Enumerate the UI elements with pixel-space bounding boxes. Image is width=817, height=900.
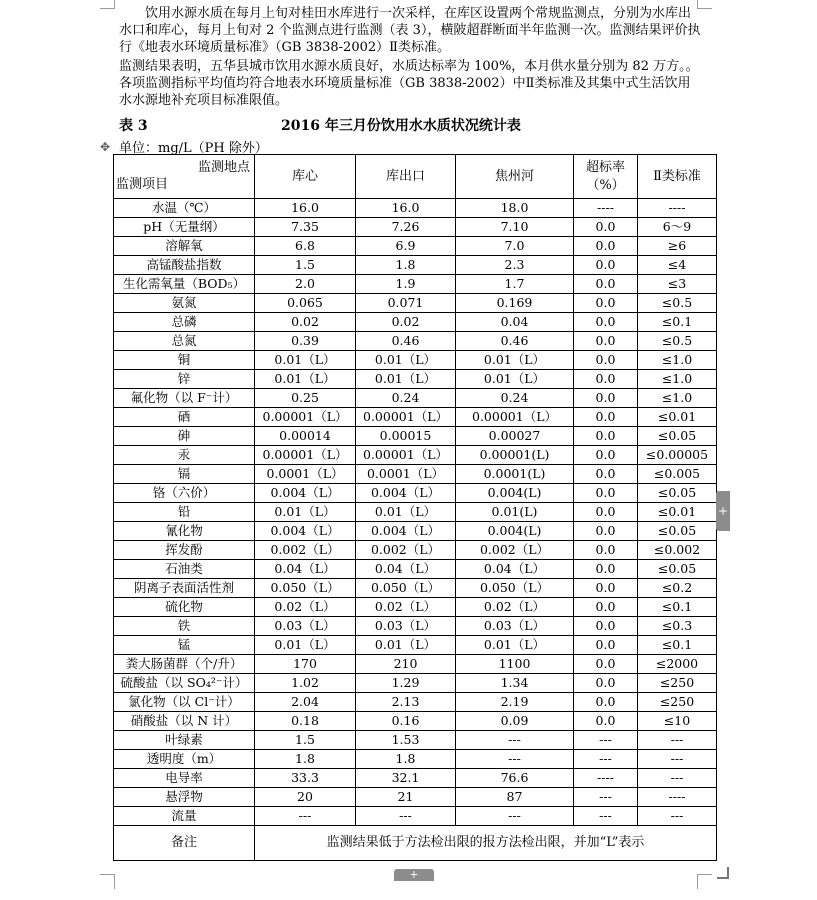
row-value-cell: ≤0.3 — [638, 617, 717, 636]
resize-handle-icon[interactable] — [717, 867, 729, 879]
table-row — [114, 579, 717, 598]
row-value-cell: 0.01（L） — [456, 351, 574, 370]
row-value-cell: 0.050（L） — [356, 579, 456, 598]
row-value-cell: 0.169 — [456, 294, 574, 313]
row-value-cell: 7.26 — [356, 218, 456, 237]
row-value-cell: 0.004（L） — [356, 522, 456, 541]
row-value-cell: 0.0 — [574, 503, 638, 522]
table-row — [114, 503, 717, 522]
unit-label: 单位：mg/L（PH 除外） — [119, 141, 268, 156]
row-item-name: 生化需氧量（BOD₅） — [114, 275, 255, 294]
row-value-cell: 0.0 — [574, 674, 638, 693]
row-value-cell: 6.8 — [255, 237, 356, 256]
row-value-cell: 0.04（L） — [456, 560, 574, 579]
row-value-cell: 1.9 — [356, 275, 456, 294]
row-value-cell: 0.002（L） — [356, 541, 456, 560]
row-item-name: 透明度（m） — [114, 750, 255, 769]
row-value-cell: 0.46 — [456, 332, 574, 351]
row-value-cell: --- — [456, 807, 574, 826]
table-number: 表 3 — [119, 118, 148, 134]
table-row — [114, 389, 717, 408]
table-row — [114, 560, 717, 579]
row-item-name: 氯化物（以 Cl⁻计） — [114, 693, 255, 712]
header-exceed-rate-text: 超标率（%） — [585, 159, 625, 193]
row-value-cell: --- — [638, 807, 717, 826]
row-value-cell: 0.0 — [574, 275, 638, 294]
row-value-cell: 2.19 — [456, 693, 574, 712]
row-value-cell: --- — [456, 731, 574, 750]
row-value-cell: 170 — [255, 655, 356, 674]
crop-mark-bottom-left — [100, 874, 115, 889]
table-row — [114, 712, 717, 731]
header-col-kuxin: 库心 — [255, 155, 356, 199]
header-col-jiaozhouhe: 焦州河 — [456, 155, 574, 199]
table-caption — [119, 115, 701, 135]
row-value-cell: 0.03（L） — [356, 617, 456, 636]
row-value-cell: 0.0 — [574, 408, 638, 427]
row-value-cell: 16.0 — [356, 199, 456, 218]
row-value-cell: 0.004（L） — [255, 522, 356, 541]
row-value-cell: 0.01（L） — [356, 351, 456, 370]
row-value-cell: 0.02 — [255, 313, 356, 332]
move-handle-icon[interactable]: ✥ — [99, 140, 111, 154]
row-item-name: 铬（六价） — [114, 484, 255, 503]
table-row — [114, 655, 717, 674]
row-value-cell: ≤0.05 — [638, 484, 717, 503]
table-body — [114, 199, 717, 826]
row-value-cell: 0.00001（L） — [456, 408, 574, 427]
row-value-cell: 0.46 — [356, 332, 456, 351]
row-value-cell: 0.0 — [574, 370, 638, 389]
header-location-label: 监测地点 — [197, 160, 250, 175]
row-value-cell: 1.53 — [356, 731, 456, 750]
row-value-cell: ≤0.01 — [638, 408, 717, 427]
row-item-name: 砷 — [114, 427, 255, 446]
row-value-cell: --- — [574, 731, 638, 750]
table-row — [114, 788, 717, 807]
row-value-cell: 0.004(L) — [456, 484, 574, 503]
row-value-cell: 0.00001(L) — [456, 446, 574, 465]
row-value-cell: ≤3 — [638, 275, 717, 294]
table-row — [114, 674, 717, 693]
row-value-cell: 0.0 — [574, 522, 638, 541]
row-value-cell: 0.0 — [574, 389, 638, 408]
row-item-name: 镉 — [114, 465, 255, 484]
row-value-cell: 0.02（L） — [255, 598, 356, 617]
table-title: 2016 年三月份饮用水水质状况统计表 — [281, 118, 521, 134]
row-value-cell: 87 — [456, 788, 574, 807]
table-row — [114, 313, 717, 332]
row-value-cell: 76.6 — [456, 769, 574, 788]
table-row — [114, 332, 717, 351]
row-value-cell: ≤0.002 — [638, 541, 717, 560]
note-row — [114, 826, 717, 861]
header-col-kuchukou: 库出口 — [356, 155, 456, 199]
row-value-cell: 0.0001(L) — [456, 465, 574, 484]
row-item-name: 总磷 — [114, 313, 255, 332]
table-row — [114, 465, 717, 484]
row-value-cell: --- — [574, 788, 638, 807]
row-value-cell: 0.0 — [574, 256, 638, 275]
row-value-cell: --- — [456, 750, 574, 769]
row-value-cell: 0.04 — [456, 313, 574, 332]
row-value-cell: ---- — [638, 788, 717, 807]
row-value-cell: 0.002（L） — [456, 541, 574, 560]
plus-icon[interactable]: + — [716, 491, 730, 531]
table-row — [114, 199, 717, 218]
row-item-name: 氰化物 — [114, 522, 255, 541]
row-item-name: 锌 — [114, 370, 255, 389]
row-value-cell: 7.10 — [456, 218, 574, 237]
row-value-cell: 1.34 — [456, 674, 574, 693]
row-value-cell: 7.0 — [456, 237, 574, 256]
header-corner-cell — [114, 155, 255, 199]
row-value-cell: 2.04 — [255, 693, 356, 712]
table-row — [114, 427, 717, 446]
row-value-cell: 0.02（L） — [456, 598, 574, 617]
table-row — [114, 750, 717, 769]
row-item-name: 水温（℃） — [114, 199, 255, 218]
row-value-cell: 0.0 — [574, 218, 638, 237]
row-value-cell: 0.01（L） — [255, 503, 356, 522]
row-item-name: 溶解氧 — [114, 237, 255, 256]
row-value-cell: 0.00015 — [356, 427, 456, 446]
row-item-name: 阴离子表面活性剂 — [114, 579, 255, 598]
row-value-cell: 0.0 — [574, 294, 638, 313]
row-item-name: 粪大肠菌群（个/升） — [114, 655, 255, 674]
water-quality-table — [113, 154, 717, 861]
row-value-cell: --- — [574, 807, 638, 826]
row-value-cell: 0.00001（L） — [255, 408, 356, 427]
header-item-label: 监测项目 — [116, 177, 169, 192]
row-item-name: pH（无量纲） — [114, 218, 255, 237]
row-item-name: 硒 — [114, 408, 255, 427]
table-row — [114, 731, 717, 750]
row-value-cell: 0.0 — [574, 313, 638, 332]
row-value-cell: ≤0.5 — [638, 294, 717, 313]
row-value-cell: 0.0 — [574, 598, 638, 617]
row-value-cell: 0.0 — [574, 693, 638, 712]
row-value-cell: ≤0.05 — [638, 560, 717, 579]
table-row — [114, 769, 717, 788]
row-item-name: 铅 — [114, 503, 255, 522]
row-value-cell: 1.02 — [255, 674, 356, 693]
row-value-cell: 0.050（L） — [255, 579, 356, 598]
row-value-cell: --- — [638, 750, 717, 769]
row-value-cell: --- — [356, 807, 456, 826]
table-row — [114, 484, 717, 503]
row-value-cell: 0.0001（L） — [356, 465, 456, 484]
row-value-cell: 1.7 — [456, 275, 574, 294]
row-value-cell: 33.3 — [255, 769, 356, 788]
row-value-cell: 0.00001（L） — [356, 446, 456, 465]
header-col-standard: Ⅱ类标准 — [638, 155, 717, 199]
row-value-cell: 0.004（L） — [356, 484, 456, 503]
table-row — [114, 256, 717, 275]
row-value-cell: ≤0.005 — [638, 465, 717, 484]
row-value-cell: 1.8 — [356, 256, 456, 275]
table-row — [114, 617, 717, 636]
row-value-cell: 0.0 — [574, 237, 638, 256]
row-value-cell: 0.0 — [574, 655, 638, 674]
row-value-cell: 7.35 — [255, 218, 356, 237]
table-row — [114, 351, 717, 370]
row-value-cell: ≤0.00005 — [638, 446, 717, 465]
table-row — [114, 370, 717, 389]
table-header-row — [114, 155, 717, 199]
row-value-cell: ≤250 — [638, 674, 717, 693]
row-value-cell: 16.0 — [255, 199, 356, 218]
row-value-cell: 2.3 — [456, 256, 574, 275]
row-value-cell: 0.04（L） — [356, 560, 456, 579]
row-value-cell: 0.01(L) — [456, 503, 574, 522]
row-value-cell: 0.0 — [574, 579, 638, 598]
row-value-cell: 1.29 — [356, 674, 456, 693]
row-value-cell: 0.0 — [574, 712, 638, 731]
table-row — [114, 807, 717, 826]
row-value-cell: 0.03（L） — [456, 617, 574, 636]
row-value-cell: 6～9 — [638, 218, 717, 237]
table-row — [114, 446, 717, 465]
row-item-name: 石油类 — [114, 560, 255, 579]
row-item-name: 铜 — [114, 351, 255, 370]
row-value-cell: --- — [638, 769, 717, 788]
row-value-cell: ≤1.0 — [638, 370, 717, 389]
row-value-cell: 0.24 — [356, 389, 456, 408]
row-value-cell: 0.002（L） — [255, 541, 356, 560]
row-item-name: 锰 — [114, 636, 255, 655]
row-value-cell: 0.01（L） — [255, 370, 356, 389]
row-value-cell: 20 — [255, 788, 356, 807]
row-value-cell: ≤250 — [638, 693, 717, 712]
crop-mark-bottom-right — [697, 874, 712, 889]
row-value-cell: 0.24 — [456, 389, 574, 408]
row-value-cell: ---- — [574, 769, 638, 788]
row-value-cell: ≤0.5 — [638, 332, 717, 351]
row-value-cell: 0.03（L） — [255, 617, 356, 636]
row-value-cell: 1100 — [456, 655, 574, 674]
row-item-name: 流量 — [114, 807, 255, 826]
row-value-cell: 0.004（L） — [255, 484, 356, 503]
table-row — [114, 275, 717, 294]
row-value-cell: 0.0 — [574, 484, 638, 503]
intro-paragraph-1: 饮用水源水质在每月上旬对桂田水库进行一次采样，在库区设置两个常规监测点，分别为水库出水口和库心，每月上旬对 2 个监测点进行监测（表 3），横陂超群断面半年监测一次。监测结果评价执行《地表水环境质量标准》（GB 3838-2002）Ⅱ类标准。 — [119, 6, 701, 55]
row-value-cell: 0.00027 — [456, 427, 574, 446]
row-value-cell: 0.09 — [456, 712, 574, 731]
row-value-cell: 18.0 — [456, 199, 574, 218]
row-value-cell: ≤0.1 — [638, 636, 717, 655]
row-value-cell: ≥6 — [638, 237, 717, 256]
row-item-name: 硫化物 — [114, 598, 255, 617]
row-value-cell: 0.25 — [255, 389, 356, 408]
row-value-cell: 0.004(L) — [456, 522, 574, 541]
row-value-cell: ≤0.2 — [638, 579, 717, 598]
header-col-exceed-rate — [574, 155, 638, 199]
row-value-cell: 0.02 — [356, 313, 456, 332]
row-value-cell: ≤0.1 — [638, 313, 717, 332]
row-item-name: 氟化物（以 F⁻计） — [114, 389, 255, 408]
table-row — [114, 408, 717, 427]
row-value-cell: 2.0 — [255, 275, 356, 294]
row-value-cell: --- — [574, 750, 638, 769]
table-row — [114, 294, 717, 313]
row-value-cell: 0.00001（L） — [255, 446, 356, 465]
row-value-cell: 0.00001（L） — [356, 408, 456, 427]
row-value-cell: 0.02（L） — [356, 598, 456, 617]
plus-icon[interactable]: + — [394, 869, 434, 881]
row-item-name: 电导率 — [114, 769, 255, 788]
row-value-cell: 32.1 — [356, 769, 456, 788]
row-value-cell: 0.0 — [574, 636, 638, 655]
row-value-cell: 0.01（L） — [356, 636, 456, 655]
row-value-cell: 0.0 — [574, 351, 638, 370]
row-value-cell: ≤2000 — [638, 655, 717, 674]
row-value-cell: 1.8 — [356, 750, 456, 769]
row-value-cell: 0.01（L） — [456, 636, 574, 655]
table-row — [114, 598, 717, 617]
row-value-cell: 0.0001（L） — [255, 465, 356, 484]
row-value-cell: 0.071 — [356, 294, 456, 313]
table-row — [114, 218, 717, 237]
row-item-name: 挥发酚 — [114, 541, 255, 560]
row-value-cell: 0.16 — [356, 712, 456, 731]
row-item-name: 硝酸盐（以 N 计） — [114, 712, 255, 731]
row-value-cell: 0.39 — [255, 332, 356, 351]
row-value-cell: 0.0 — [574, 446, 638, 465]
row-value-cell: ≤1.0 — [638, 351, 717, 370]
row-value-cell: 1.8 — [255, 750, 356, 769]
row-value-cell: 0.04（L） — [255, 560, 356, 579]
table-row — [114, 541, 717, 560]
row-item-name: 总氮 — [114, 332, 255, 351]
row-value-cell: ≤0.05 — [638, 522, 717, 541]
row-value-cell: 0.01（L） — [255, 351, 356, 370]
row-item-name: 硫酸盐（以 SO₄²⁻计） — [114, 674, 255, 693]
row-item-name: 悬浮物 — [114, 788, 255, 807]
row-value-cell: 0.01（L） — [255, 636, 356, 655]
row-item-name: 汞 — [114, 446, 255, 465]
row-value-cell: ≤4 — [638, 256, 717, 275]
row-value-cell: 1.5 — [255, 256, 356, 275]
row-value-cell: 21 — [356, 788, 456, 807]
row-value-cell: 0.0 — [574, 541, 638, 560]
table-row — [114, 693, 717, 712]
row-value-cell: 210 — [356, 655, 456, 674]
note-label: 备注 — [114, 826, 255, 861]
row-value-cell: 0.065 — [255, 294, 356, 313]
row-item-name: 铁 — [114, 617, 255, 636]
row-value-cell: ≤1.0 — [638, 389, 717, 408]
row-item-name: 高锰酸盐指数 — [114, 256, 255, 275]
row-value-cell: 0.0 — [574, 465, 638, 484]
row-value-cell: ≤0.01 — [638, 503, 717, 522]
crop-mark-top-left — [100, 0, 115, 9]
row-value-cell: 0.01（L） — [456, 370, 574, 389]
table-row — [114, 237, 717, 256]
row-item-name: 氨氮 — [114, 294, 255, 313]
table-row — [114, 522, 717, 541]
row-value-cell: 0.050（L） — [456, 579, 574, 598]
row-value-cell: 0.01（L） — [356, 503, 456, 522]
row-value-cell: ---- — [638, 199, 717, 218]
row-value-cell: 6.9 — [356, 237, 456, 256]
row-value-cell: --- — [255, 807, 356, 826]
table-row — [114, 636, 717, 655]
intro-paragraph-2: 监测结果表明，五华县城市饮用水源水质良好，水质达标率为 100%，本月供水量分别为 82 万方。。各项监测指标平均值均符合地表水环境质量标准（GB 3838-2002）中Ⅱ类标准及其集中式生活饮用水水源地补充项目标准限值。 — [119, 59, 699, 108]
row-value-cell: 0.0 — [574, 332, 638, 351]
row-item-name: 叶绿素 — [114, 731, 255, 750]
row-value-cell: 0.18 — [255, 712, 356, 731]
row-value-cell: 1.5 — [255, 731, 356, 750]
row-value-cell: ≤0.05 — [638, 427, 717, 446]
row-value-cell: ---- — [574, 199, 638, 218]
note-text: 监测结果低于方法检出限的报方法检出限，并加“L”表示 — [255, 826, 717, 861]
row-value-cell: 2.13 — [356, 693, 456, 712]
row-value-cell: 0.00014 — [255, 427, 356, 446]
row-value-cell: --- — [638, 731, 717, 750]
row-value-cell: ≤10 — [638, 712, 717, 731]
row-value-cell: 0.0 — [574, 617, 638, 636]
row-value-cell: 0.01（L） — [356, 370, 456, 389]
row-value-cell: ≤0.1 — [638, 598, 717, 617]
row-value-cell: 0.0 — [574, 427, 638, 446]
row-value-cell: 0.0 — [574, 560, 638, 579]
